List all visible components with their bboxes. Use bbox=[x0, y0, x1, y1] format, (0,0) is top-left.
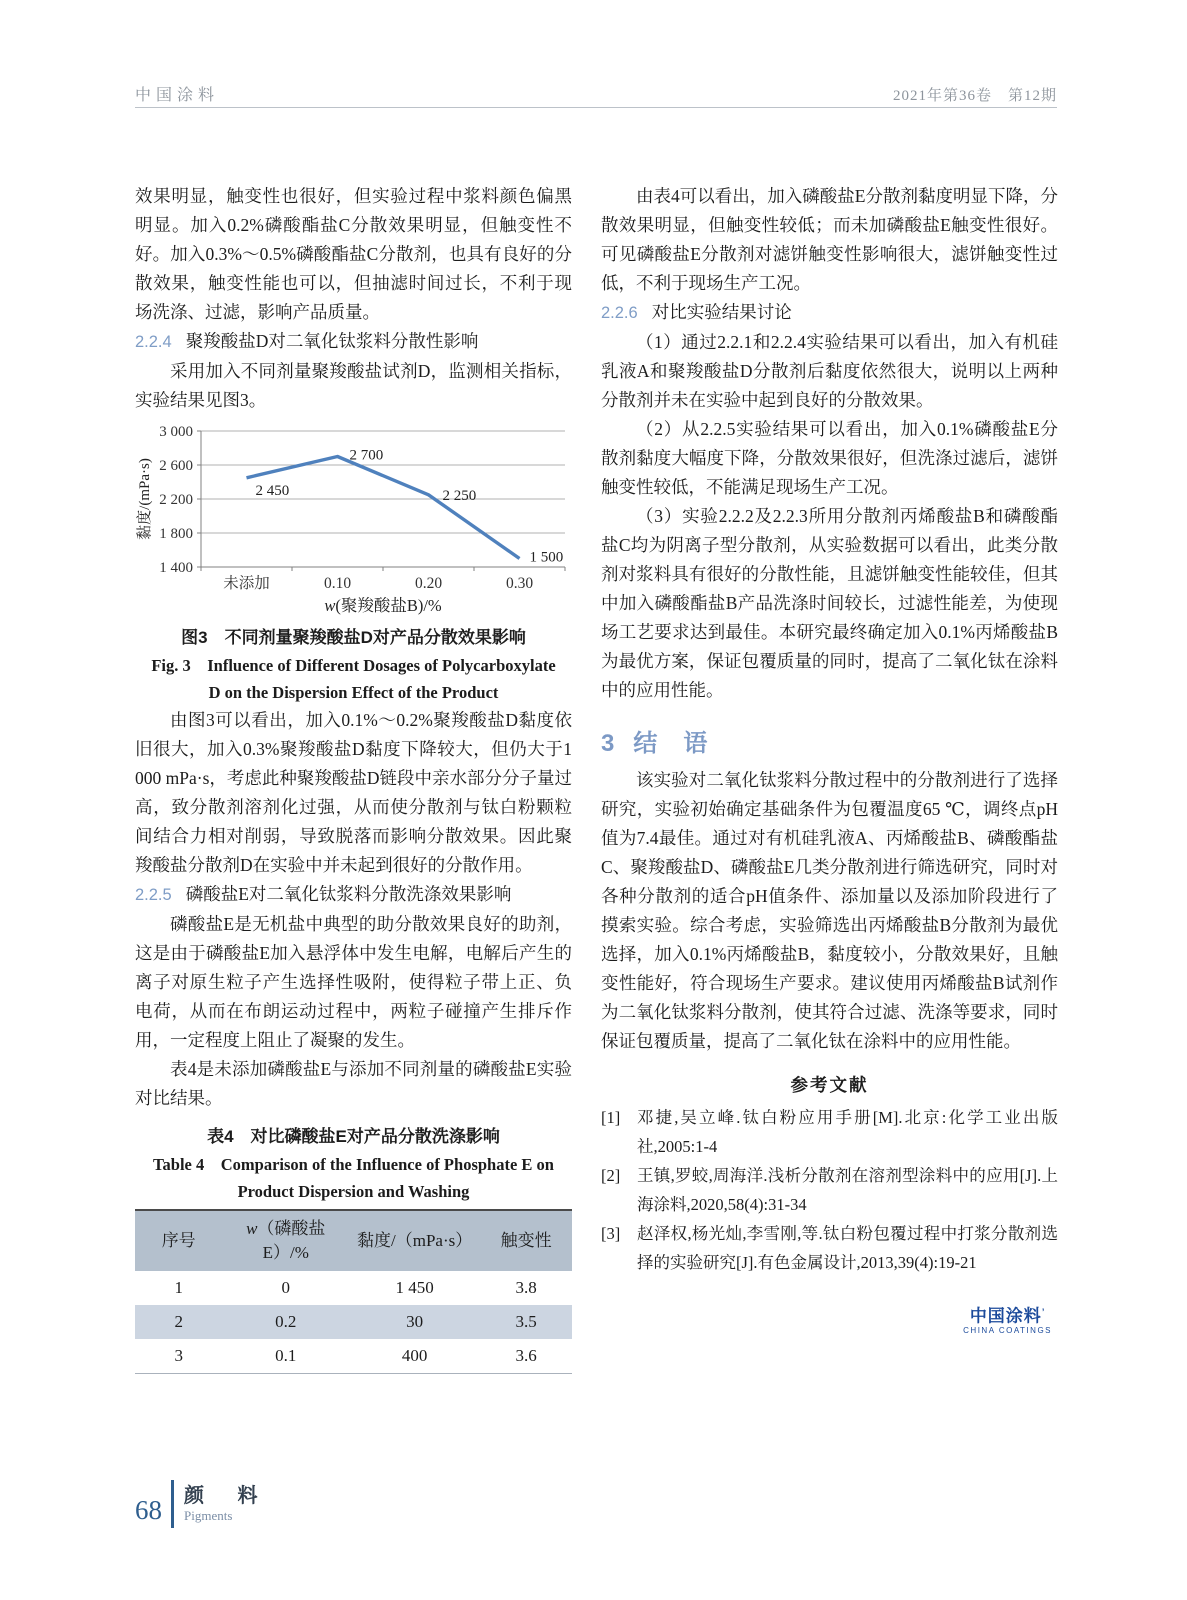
table-row bbox=[135, 1305, 572, 1339]
table-cell: 3.8 bbox=[515, 1278, 537, 1297]
table4-block bbox=[135, 1123, 572, 1374]
y-axis-title: 黏度/(mPa·s) bbox=[137, 458, 153, 540]
section-heading-224 bbox=[135, 327, 572, 357]
figure3-caption-en: D on the Dispersion Effect of the Product bbox=[208, 683, 499, 702]
figure3-caption-zh: 图3 不同剂量聚羧酸盐D对产品分散效果影响 bbox=[181, 628, 526, 647]
table-cell: 30 bbox=[349, 1305, 480, 1339]
logo-mark: ’ bbox=[1041, 1307, 1046, 1317]
section-number: 2.2.6 bbox=[601, 304, 638, 322]
paragraph: 该实验对二氧化钛浆料分散过程中的分散剂进行了选择研究，实验初始确定基础条件为包覆温度65 ℃，调终点pH值为7.4最佳。通过对有机硅乳液A、丙烯酸盐B、磷酸酯盐C、聚羧酸盐D、磷酸盐E几类分散剂进行筛选研究，同时对各种分散剂的适合pH值条件、添加量以及添加阶段进行了摸索实验。综合考虑，实验筛选出丙烯酸盐B分散剂为最优选择，加入0.1%丙烯酸盐B，黏度较小，分散效果好，且触变性能好，符合现场生产要求。建议使用丙烯酸盐B试剂作为二氧化钛浆料分散剂，使其符合过滤、洗涤等要求，同时保证包覆质量，提高了二氧化钛在涂料中的应用性能。 bbox=[601, 770, 1058, 1051]
reference-number: [2] bbox=[601, 1166, 621, 1185]
paragraph: （1）通过2.2.1和2.2.4实验结果可以看出，加入有机硅乳液A和聚羧酸盐D分散剂后黏度依然很大，说明以上两种分散剂并未在实验中起到良好的分散效果。 bbox=[601, 332, 1058, 410]
reference-number: [1] bbox=[601, 1108, 621, 1127]
table4-header: 触变性 bbox=[480, 1210, 572, 1271]
reference-item bbox=[601, 1103, 1058, 1161]
table4-header: 序号 bbox=[135, 1210, 222, 1271]
section-number: 3 bbox=[601, 730, 616, 757]
footer-section-en: Pigments bbox=[184, 1508, 233, 1523]
issue-info: 2021年第36卷 第12期 bbox=[892, 88, 1057, 104]
table-cell: 400 bbox=[401, 1346, 428, 1365]
right-column bbox=[601, 182, 1058, 1338]
references-heading: 参考文献 bbox=[790, 1075, 869, 1095]
y-axis-tick-label: 3 000 bbox=[159, 424, 193, 440]
footer-section bbox=[184, 1484, 272, 1524]
paragraph: 采用加入不同剂量聚羧酸盐试剂D，监测相关指标，实验结果见图3。 bbox=[135, 361, 572, 410]
table4-caption-en: Product Dispersion and Washing bbox=[237, 1182, 470, 1201]
y-axis-tick-label: 1 400 bbox=[159, 560, 193, 576]
data-point-label: 2 450 bbox=[255, 482, 290, 499]
table-cell: 1 450 bbox=[395, 1278, 434, 1297]
reference-text: 邓捷,吴立峰.钛白粉应用手册[M].北京:化学工业出版社,2005:1-4 bbox=[637, 1108, 1058, 1156]
journal-name: 中国涂料 bbox=[135, 87, 220, 104]
page-footer bbox=[135, 1480, 272, 1528]
section-heading-225 bbox=[135, 880, 572, 910]
reference-text: 王镇,罗蛟,周海洋.浅析分散剂在溶剂型涂料中的应用[J].上海涂料,2020,58(4):31-34 bbox=[637, 1166, 1058, 1214]
data-point-label: 2 700 bbox=[349, 447, 384, 464]
logo-text-zh: 中国涂料’ bbox=[969, 1306, 1046, 1326]
table4-header: 黏度/（mPa·s） bbox=[349, 1210, 480, 1271]
left-column bbox=[135, 182, 572, 1374]
table4-caption-zh: 表4 对比磷酸盐E对产品分散洗涤影响 bbox=[207, 1127, 500, 1146]
table-cell: 0.2 bbox=[222, 1305, 349, 1339]
table4 bbox=[135, 1209, 572, 1374]
x-axis-tick-label: 0.10 bbox=[323, 575, 352, 592]
table-cell: 3.5 bbox=[480, 1305, 572, 1339]
reference-item bbox=[601, 1161, 1058, 1219]
figure3-caption-en: Fig. 3 Influence of Different Dosages of Polycarboxylate bbox=[151, 656, 556, 675]
table-cell: 0 bbox=[281, 1278, 290, 1297]
section-title: 聚羧酸盐D对二氧化钛浆料分散性影响 bbox=[185, 331, 479, 351]
section-heading-226 bbox=[601, 298, 1058, 328]
y-axis-tick-label: 2 600 bbox=[159, 458, 193, 474]
figure3-chart bbox=[135, 419, 572, 617]
publisher-logo-wrap bbox=[601, 1303, 1058, 1338]
section-title: 磷酸盐E对二氧化钛浆料分散洗涤效果影响 bbox=[185, 884, 512, 904]
footer-section-zh: 颜 料 bbox=[184, 1485, 272, 1507]
paragraph: 表4是未添加磷酸盐E与添加不同剂量的磷酸盐E实验对比结果。 bbox=[135, 1059, 572, 1108]
header-rule bbox=[135, 107, 1057, 108]
table-cell: 1 bbox=[174, 1278, 183, 1297]
table-cell: 3.6 bbox=[515, 1346, 537, 1365]
figure3 bbox=[135, 419, 572, 706]
y-axis-tick-label: 2 200 bbox=[159, 492, 193, 508]
paragraph: （2）从2.2.5实验结果可以看出，加入0.1%磷酸盐E分散剂黏度大幅度下降，分散效果很好，但洗涤过滤后，滤饼触变性较低，不能满足现场生产工况。 bbox=[601, 419, 1058, 497]
x-axis-tick-label: 0.20 bbox=[414, 575, 443, 592]
footer-divider bbox=[171, 1480, 174, 1528]
paragraph: （3）实验2.2.2及2.2.3所用分散剂丙烯酸盐B和磷酸酯盐C均为阴离子型分散剂，从实验数据可以看出，此类分散剂对浆料具有很好的分散性能，且滤饼触变性能较佳，但其中加入磷酸酯盐B产品洗涤时间较长，过滤性能差，为使现场工艺要求达到最佳。本研究最终确定加入0.1%丙烯酸盐B为最优方案，保证包覆质量的同时，提高了二氧化钛在涂料中的应用性能。 bbox=[601, 506, 1058, 700]
table-row bbox=[135, 1271, 572, 1305]
data-point-label: 2 250 bbox=[442, 487, 477, 504]
china-coatings-logo bbox=[963, 1303, 1052, 1336]
reference-text: 赵泽权,杨光灿,李雪刚,等.钛白粉包覆过程中打浆分散剂选择的实验研究[J].有色金属设计,2013,39(4):19-21 bbox=[637, 1224, 1058, 1272]
x-axis-tick-label: 0.30 bbox=[505, 575, 534, 592]
table-cell: 2 bbox=[135, 1305, 222, 1339]
table4-header-row bbox=[135, 1210, 572, 1271]
x-axis-title: w(聚羧酸盐B)/% bbox=[324, 596, 442, 615]
table4-caption-en: Table 4 Comparison of the Influence of Phosphate E on bbox=[153, 1155, 554, 1174]
section-title: 结 语 bbox=[633, 730, 709, 757]
paragraph: 磷酸盐E是无机盐中典型的助分散效果良好的助剂，这是由于磷酸盐E加入悬浮体中发生电解，电解后产生的离子对原生粒子产生选择性吸附，使得粒子带上正、负电荷，从而在布朗运动过程中，两粒子碰撞产生排斥作用，一定程度上阻止了凝聚的发生。 bbox=[135, 914, 572, 1050]
paragraph: 由表4可以看出，加入磷酸盐E分散剂黏度明显下降，分散效果明显，但触变性较低；而未加磷酸盐E触变性很好。可见磷酸盐E分散剂对滤饼触变性影响很大，滤饼触变性过低，不利于现场生产工况。 bbox=[601, 186, 1058, 293]
section-number: 2.2.4 bbox=[135, 333, 172, 351]
chart-line bbox=[247, 457, 520, 559]
x-axis-tick-label: 未添加 bbox=[223, 575, 270, 592]
logo-text-en: CHINA COATINGS bbox=[963, 1325, 1052, 1335]
paragraph: 由图3可以看出，加入0.1%～0.2%聚羧酸盐D黏度依旧很大，加入0.3%聚羧酸盐D黏度下降较大，但仍大于1 000 mPa·s，考虑此种聚羧酸盐D链段中亲水部分分子量过高，致分散剂溶剂化过强，从而使分散剂与钛白粉颗粒间结合力相对削弱，导致脱落而影响分散效果。因此聚羧酸盐分散剂D在实验中并未起到很好的分散作用。 bbox=[135, 710, 573, 875]
data-point-label: 1 500 bbox=[529, 549, 564, 566]
section-number: 2.2.5 bbox=[135, 886, 172, 904]
section-heading-3 bbox=[601, 723, 1058, 758]
reference-number: [3] bbox=[601, 1224, 621, 1243]
table-cell: 3 bbox=[174, 1346, 183, 1365]
y-axis-tick-label: 1 800 bbox=[159, 526, 193, 542]
table-cell: 0.1 bbox=[275, 1346, 297, 1365]
page-number: 68 bbox=[135, 1494, 162, 1525]
paragraph: 效果明显，触变性也很好，但实验过程中浆料颜色偏黑明显。加入0.2%磷酸酯盐C分散效果明显，但触变性不好。加入0.3%～0.5%磷酸酯盐C分散剂，也具有良好的分散效果，触变性能也可以，但抽滤时间过长，不利于现场洗涤、过滤，影响产品质量。 bbox=[135, 186, 572, 322]
reference-item bbox=[601, 1219, 1058, 1277]
section-title: 对比实验结果讨论 bbox=[651, 302, 792, 322]
table-row bbox=[135, 1339, 572, 1374]
table4-header: w（磷酸盐E）/% bbox=[222, 1210, 349, 1271]
